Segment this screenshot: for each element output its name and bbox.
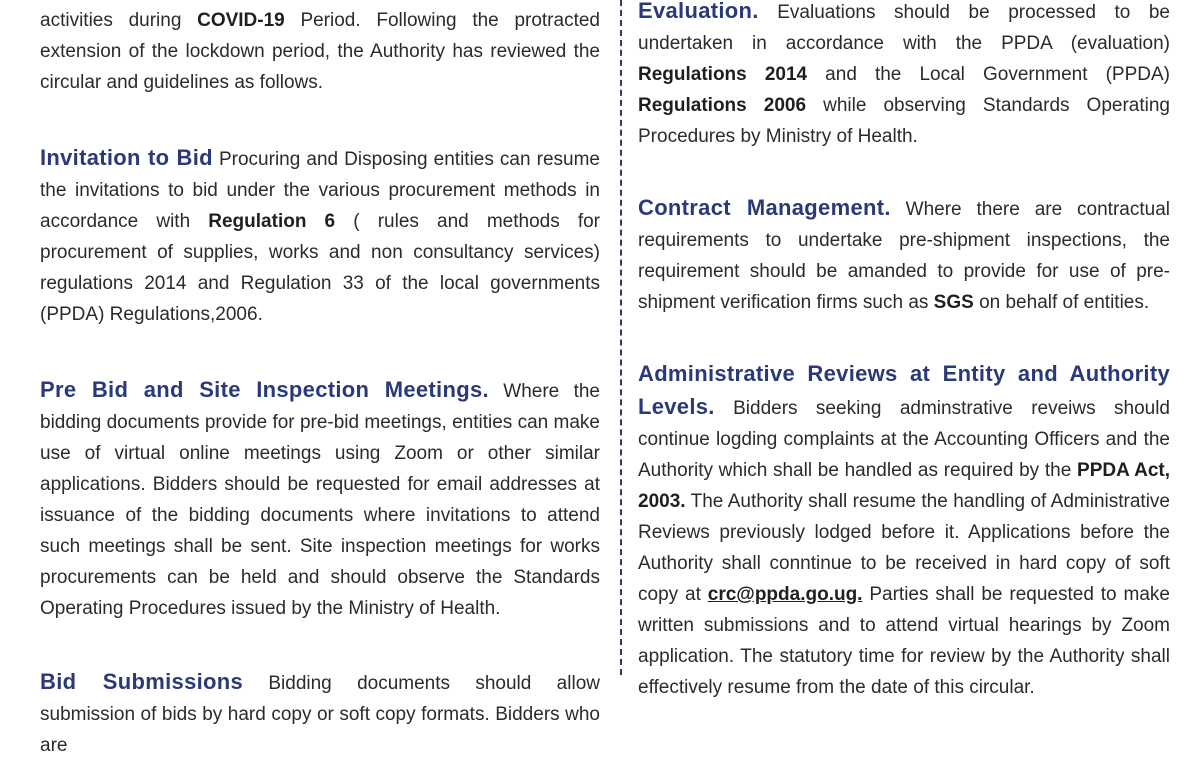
evaluation-text: Evaluations should be processed to be undertaken in accordance with the PPDA (evaluation) xyxy=(638,2,1170,54)
regulations-2014-term: Regulations 2014 xyxy=(638,64,808,85)
submissions-heading: Bid Submissions xyxy=(40,669,244,694)
regulation-6-term: Regulation 6 xyxy=(208,211,336,232)
invitation-heading: Invitation to Bid xyxy=(40,145,213,170)
prebid-text: Where the bidding documents provide for pre-bid meetings, entities can make use of virtual online meetings using Zoom or other similar applications. Bidders should be requested for email addresses at issuance of the bidding documents where invitations to attend such meetings shall be sent. Site inspection meetings for works procurements can be held and should observe the Standards Operating Procedures issued by the Ministry of Health. xyxy=(40,381,600,619)
email-link[interactable]: crc@ppda.go.ug. xyxy=(707,584,863,605)
admin-heading: Administrative Reviews at Entity and Authority Levels. xyxy=(638,361,1170,419)
contract-text-cont: on behalf of entities. xyxy=(973,292,1150,313)
sgs-term: SGS xyxy=(933,292,974,313)
contract-paragraph xyxy=(638,192,1170,318)
column-divider xyxy=(620,0,622,675)
prebid-paragraph xyxy=(40,374,600,624)
admin-text-end: Parties shall be requested to make written submissions and to attend virtual hearings by Zoom application. The statutory time for review by the Authority shall effectively resume from the date of this circular. xyxy=(638,584,1170,698)
submissions-text: Bidding documents should allow submission of bids by hard copy or soft copy formats. Bidders who are xyxy=(40,673,600,756)
evaluation-text-end: while observing Standards Operating Procedures by Ministry of Health. xyxy=(638,95,1170,147)
prebid-heading: Pre Bid and Site Inspection Meetings. xyxy=(40,377,489,402)
admin-paragraph xyxy=(638,358,1170,703)
left-column xyxy=(40,5,600,761)
right-column xyxy=(638,0,1170,703)
submissions-paragraph xyxy=(40,666,600,761)
evaluation-heading: Evaluation. xyxy=(638,0,759,23)
invitation-text-cont: ( rules and methods for procurement of supplies, works and non consultancy services) regulations 2014 and Regulation 33 of the local governments (PPDA) Regulations,2006. xyxy=(40,211,600,325)
covid-term: COVID-19 xyxy=(197,10,285,31)
ppda-act-term: PPDA Act, 2003. xyxy=(638,460,1170,512)
contract-text: Where there are contractual requirements to undertake pre-shipment inspections, the requirement should be amanded to provide for use of pre-shipment verification firms such as xyxy=(638,199,1170,313)
evaluation-paragraph xyxy=(638,0,1170,152)
admin-text: Bidders seeking adminstrative reveiws should continue logding complaints at the Accounting Officers and the Authority which shall be handled as required by the xyxy=(638,398,1170,481)
regulations-2006-term: Regulations 2006 xyxy=(638,95,807,116)
intro-paragraph xyxy=(40,5,600,98)
evaluation-text-cont: and the Local Government (PPDA) xyxy=(807,64,1170,85)
intro-text: activities during xyxy=(40,10,198,31)
invitation-paragraph xyxy=(40,142,600,330)
intro-text-cont: Period. Following the protracted extension of the lockdown period, the Authority has reviewed the circular and guidelines as follows. xyxy=(40,10,600,93)
invitation-text: Procuring and Disposing entities can resume the invitations to bid under the various procurement methods in accordance with xyxy=(40,149,600,232)
contract-heading: Contract Management. xyxy=(638,195,891,220)
admin-text-cont: The Authority shall resume the handling of Administrative Reviews previously lodged before it. Applications before the Authority shall conntinue to be received in hard copy of soft copy at xyxy=(638,491,1170,605)
